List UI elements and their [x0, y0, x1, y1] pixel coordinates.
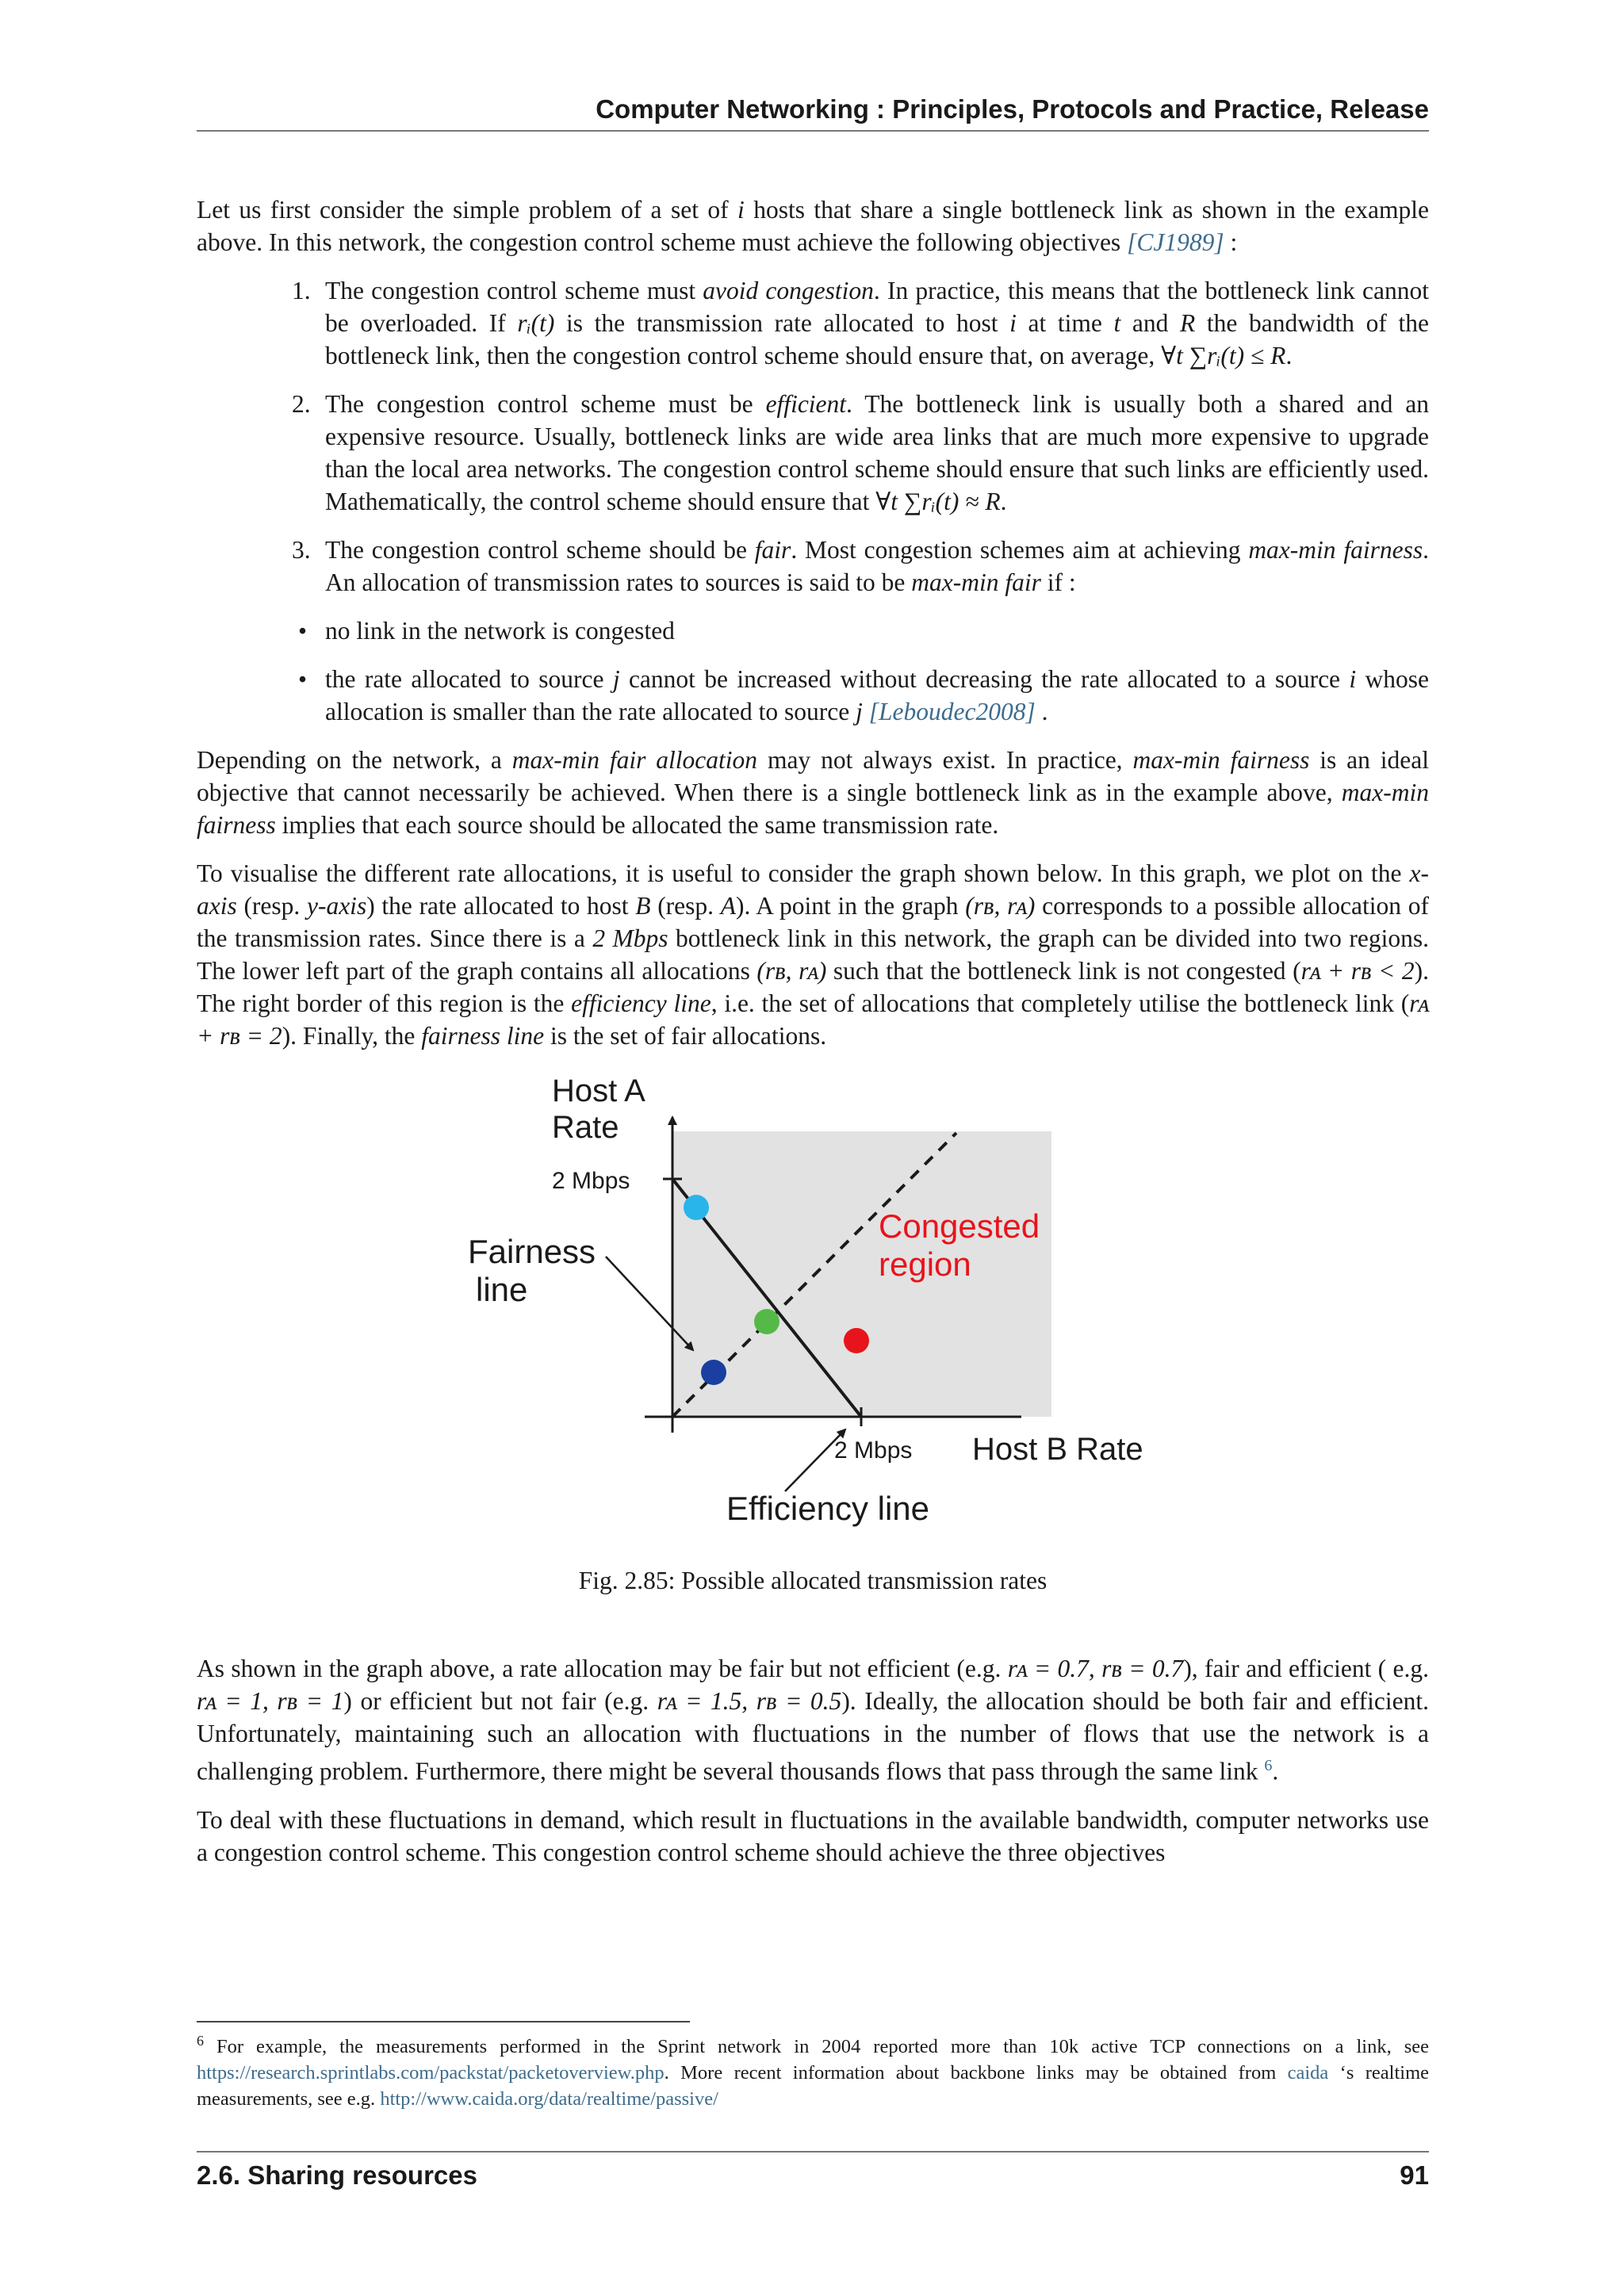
math: i [1349, 665, 1357, 693]
text: ). A point in the graph [735, 892, 966, 920]
figure-caption: Fig. 2.85: Possible allocated transmission rates [578, 1567, 1048, 1594]
math: ∀t ∑rᵢ(t) ≈ R [875, 488, 1001, 515]
page-footer [197, 2151, 1429, 2191]
math: rᵢ(t) [517, 309, 555, 337]
text: may not always exist. In practice, [757, 746, 1133, 774]
text: , i.e. the set of allocations that completely utilise the bottleneck link ( [710, 989, 1410, 1017]
y-tick-label: 2 Mbps [552, 1168, 630, 1194]
text: the rate allocated to source [325, 665, 613, 693]
paragraph [197, 1652, 1429, 1788]
y-axis-label-line1: Host A [552, 1073, 645, 1108]
text: . In practice, this means that the bottleneck link cannot be overloaded. If [325, 277, 1429, 337]
sprint-link[interactable]: https://research.sprintlabs.com/packstat/packetoverview.php [197, 2062, 665, 2084]
list-item [292, 534, 1429, 599]
text: ‘s realtime measurements, see e.g. [197, 2062, 1429, 2110]
paragraph [197, 1804, 1429, 1869]
fairness-label-line1: Fairness [468, 1233, 596, 1270]
rate-allocation-diagram [197, 1068, 1429, 1559]
efficiency-label: Efficiency line [726, 1490, 930, 1527]
congested-region-label-line1: Congested [879, 1207, 1040, 1245]
point-fair-inefficient [701, 1360, 726, 1385]
text: hosts that share a single bottleneck link as shown in the example above. In this network, the congestion control scheme must achieve the following objectives [197, 196, 1430, 256]
fairness-conditions-list [197, 614, 1429, 728]
emphasis: max-min fairness [1132, 746, 1310, 774]
footnote-number: 6 [197, 2033, 204, 2049]
footnote [197, 2028, 1429, 2112]
caida-realtime-link[interactable]: http://www.caida.org/data/realtime/passive/ [380, 2088, 718, 2110]
text: . [1272, 1757, 1279, 1785]
text: ) or efficient but not fair (e.g. [343, 1687, 657, 1715]
item-number: 1. [292, 277, 311, 304]
main-content [197, 193, 1429, 1885]
text: Depending on the network, a [197, 746, 512, 774]
text: ). Ideally, the allocation should be both fair and efficient. Unfortunately, maintaining such an allocation with fluctuations in the number of flows that use the network is a challenging problem. Furthermore, there might be several thousands flows that pass through the same link [197, 1687, 1429, 1785]
text: . [1285, 342, 1293, 369]
math: j [612, 665, 620, 693]
text: To deal with these fluctuations in demand, which result in fluctuations in the available bandwidth, computer networks use a congestion control scheme. This congestion control scheme should achieve the three objectives [197, 1805, 1429, 1866]
emphasis: efficiency line [571, 989, 711, 1017]
text: bottleneck link in this network, the graph can be divided into two regions. The lower left part of the graph contains all allocations [197, 924, 1429, 985]
y-axis-label-line2: Rate [552, 1110, 619, 1145]
emphasis: avoid congestion [703, 277, 874, 304]
math: i [737, 196, 745, 224]
text: no link in the network is congested [325, 617, 675, 645]
x-tick-label: 2 Mbps [834, 1437, 913, 1464]
text: . Most congestion schemes aim at achieving [791, 536, 1249, 564]
math: i [1009, 309, 1017, 337]
text: ). The right border of this region is the [197, 957, 1429, 1017]
math: rᴀ = 1.5, rʙ = 0.5 [657, 1687, 842, 1715]
text: ) the rate allocated to host [366, 892, 636, 920]
math: (rʙ, rᴀ) [756, 957, 827, 985]
text: such that the bottleneck link is not congested ( [826, 957, 1301, 985]
paragraph [197, 857, 1429, 1052]
list-item [298, 663, 1429, 728]
math: rᴀ + rʙ < 2 [1300, 957, 1415, 985]
text: . [1000, 488, 1007, 515]
point-efficient-unfair [684, 1195, 709, 1220]
text: (resp. [236, 892, 307, 920]
text: if : [1040, 568, 1076, 596]
book-title: Computer Networking : Principles, Protocols and Practice, Release [596, 94, 1429, 124]
text: the bandwidth of the bottleneck link, then the congestion control scheme should ensure that, on average, [325, 309, 1429, 369]
congested-region-area [672, 1131, 1051, 1417]
bullet: • [298, 617, 308, 645]
item-number: 2. [292, 390, 311, 418]
text: corresponds to a possible allocation of the transmission rates. Since there is a [197, 892, 1429, 952]
text: Let us first consider the simple problem of a set of [197, 196, 738, 224]
point-fair-efficient [754, 1309, 779, 1334]
emphasis: max-min fair [911, 568, 1041, 596]
list-item [298, 614, 1429, 647]
list-item [292, 274, 1429, 372]
footnote-divider [197, 2021, 690, 2022]
emphasis: max-min fairness [197, 779, 1429, 839]
footnote-ref-link[interactable]: 6 [1264, 1757, 1273, 1774]
x-axis-label: Host B Rate [972, 1432, 1143, 1467]
math: rᴀ + rʙ = 2 [197, 989, 1429, 1050]
citation-link[interactable]: [Leboudec2008] [868, 698, 1036, 725]
text: ). Finally, the [282, 1022, 422, 1050]
emphasis: B [635, 892, 651, 920]
citation-link[interactable]: [CJ1989] [1127, 228, 1224, 256]
text: The congestion control scheme must [325, 277, 703, 304]
text: As shown in the graph above, a rate allocation may be fair but not efficient (e.g. [197, 1655, 1008, 1682]
text: . [1035, 698, 1048, 725]
text: ), fair and efficient ( e.g. [1183, 1655, 1430, 1682]
text: : [1224, 228, 1238, 256]
text: . More recent information about backbone links may be obtained from [664, 2062, 1288, 2084]
emphasis: y-axis [306, 892, 367, 920]
math: t [1113, 309, 1121, 337]
emphasis: max-min fair allocation [511, 746, 758, 774]
objectives-list [197, 274, 1429, 599]
page-header [197, 89, 1429, 132]
emphasis: A [720, 892, 736, 920]
intro-paragraph [197, 193, 1429, 258]
text: (resp. [650, 892, 721, 920]
math: ∀t ∑rᵢ(t) ≤ R [1161, 342, 1286, 369]
page-number: 91 [1400, 2160, 1429, 2190]
emphasis: efficient [765, 390, 847, 418]
paragraph [197, 744, 1429, 841]
emphasis: fair [754, 536, 791, 564]
caida-link[interactable]: caida [1287, 2062, 1329, 2084]
text: is the transmission rate allocated to host [554, 309, 1010, 337]
text: at time [1016, 309, 1114, 337]
text: . An allocation of transmission rates to sources is said to be [325, 536, 1429, 596]
text: . The bottleneck link is usually both a shared and an expensive resource. Usually, bottleneck links are wide area links that are much more expensive to upgrade than the local area networks. The congestion control scheme should ensure that such links are efficiently used. Mathematically, the control scheme should ensure that [325, 390, 1430, 515]
text: and [1120, 309, 1181, 337]
emphasis: x-axis [197, 859, 1429, 920]
math: j [856, 698, 863, 725]
text: The congestion control scheme should be [325, 536, 755, 564]
section-title: 2.6. Sharing resources [197, 2160, 477, 2190]
emphasis: 2 Mbps [592, 924, 668, 952]
rate-allocation-figure [197, 1068, 1429, 1559]
text: The congestion control scheme must be [325, 390, 766, 418]
text: For example, the measurements performed in the Sprint network in 2004 reported more than 10k active TCP connections on a link, see [204, 2036, 1429, 2058]
congested-region-label-line2: region [879, 1246, 971, 1283]
text: cannot be increased without decreasing the rate allocated to a source [619, 665, 1350, 693]
math: R [1180, 309, 1196, 337]
text: implies that each source should be allocated the same transmission rate. [275, 811, 999, 839]
math: rᴀ = 0.7, rʙ = 0.7 [1007, 1655, 1184, 1682]
text: is the set of fair allocations. [544, 1022, 827, 1050]
point-congested [844, 1328, 869, 1353]
text: whose allocation is smaller than the rate allocated to source [325, 665, 1429, 725]
emphasis: max-min fairness [1248, 536, 1423, 564]
text: is an ideal objective that cannot necessarily be achieved. When there is a single bottleneck link as in the example above, [197, 746, 1429, 806]
emphasis: fairness line [421, 1022, 545, 1050]
bullet: • [298, 665, 308, 693]
fairness-label-line2: line [476, 1271, 528, 1308]
text: To visualise the different rate allocations, it is useful to consider the graph shown below. In this graph, we plot on the [197, 859, 1410, 887]
math: (rʙ, rᴀ) [965, 892, 1036, 920]
list-item [292, 388, 1430, 518]
math: rᴀ = 1, rʙ = 1 [197, 1687, 344, 1715]
item-number: 3. [292, 536, 311, 564]
